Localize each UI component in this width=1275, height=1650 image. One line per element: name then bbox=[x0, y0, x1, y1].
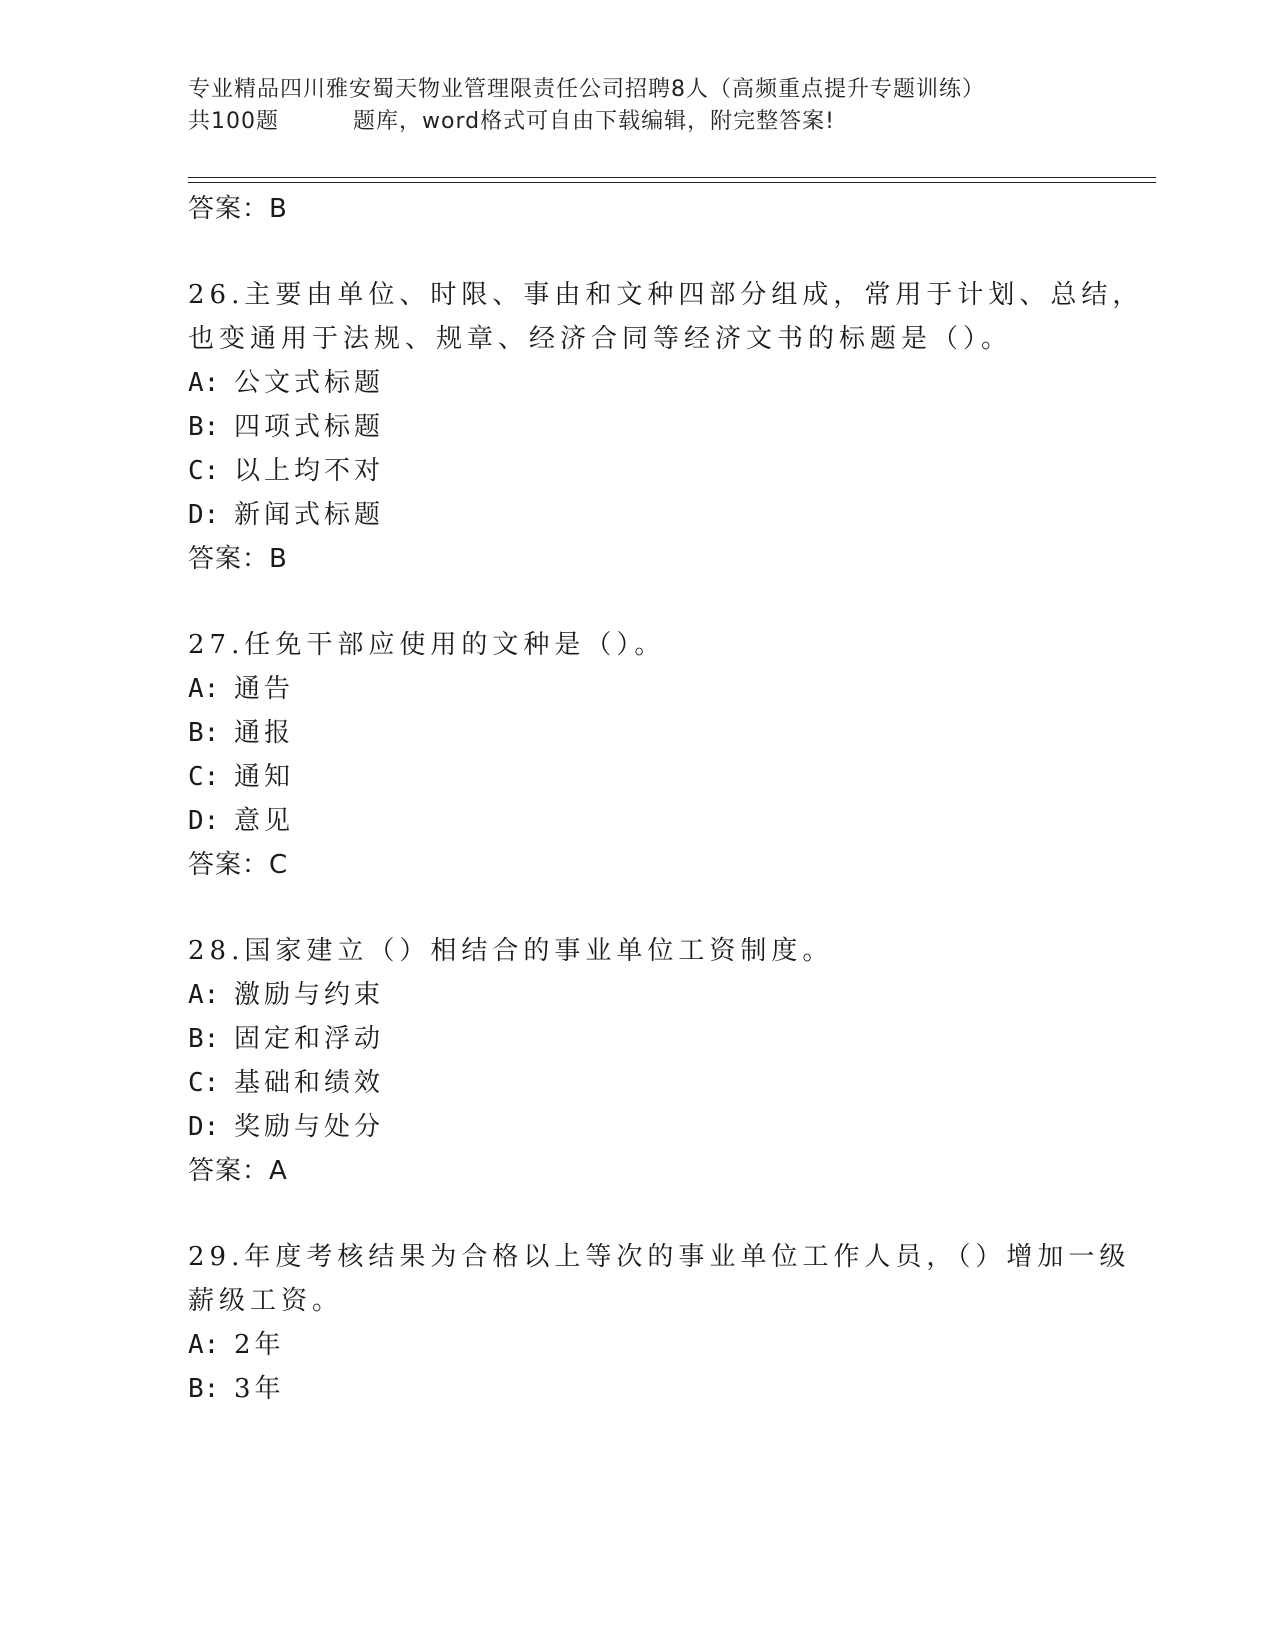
page-header bbox=[188, 74, 1148, 138]
question-stem: 26.主要由单位、时限、事由和文种四部分组成，常用于计划、总结， bbox=[188, 280, 1144, 310]
option-letter: C: bbox=[188, 762, 220, 792]
option-a bbox=[188, 362, 384, 399]
option-c bbox=[188, 1062, 384, 1099]
option-letter: B: bbox=[188, 718, 220, 748]
header-divider-second bbox=[188, 182, 1156, 183]
option-d bbox=[188, 800, 294, 837]
option-letter: D: bbox=[188, 806, 220, 836]
question-stem: 27.任免干部应使用的文种是（）。 bbox=[188, 630, 666, 660]
question-stem: 28.国家建立（）相结合的事业单位工资制度。 bbox=[188, 936, 834, 966]
option-letter: D: bbox=[188, 500, 220, 530]
option-letter: C: bbox=[188, 1068, 220, 1098]
option-b bbox=[188, 1018, 384, 1055]
answer-label: 答案： bbox=[188, 544, 270, 574]
option-letter: C: bbox=[188, 456, 220, 486]
option-letter: A: bbox=[188, 368, 220, 398]
header-count: 共100题 bbox=[188, 109, 279, 134]
option-letter: A: bbox=[188, 1330, 220, 1360]
answer-value: C bbox=[269, 850, 289, 880]
option-text: 通知 bbox=[234, 762, 295, 792]
option-text: 公文式标题 bbox=[234, 368, 385, 398]
question-number: 28. bbox=[188, 936, 245, 966]
option-text: 固定和浮动 bbox=[234, 1024, 385, 1054]
option-letter: B: bbox=[188, 1374, 220, 1404]
option-text: 通告 bbox=[234, 674, 295, 704]
question-number: 29. bbox=[188, 1242, 245, 1272]
option-text: 激励与约束 bbox=[234, 980, 385, 1010]
option-b bbox=[188, 1368, 285, 1405]
question-number: 27. bbox=[188, 630, 245, 660]
answer-value: B bbox=[269, 544, 288, 574]
option-text: 四项式标题 bbox=[234, 412, 385, 442]
header-title: 专业精品四川雅安蜀天物业管理限责任公司招聘8人（高频重点提升专题训练） bbox=[188, 77, 985, 102]
option-a bbox=[188, 1324, 285, 1361]
option-b bbox=[188, 712, 294, 749]
question-stem: 29.年度考核结果为合格以上等次的事业单位工作人员，（）增加一级 bbox=[188, 1242, 1131, 1272]
answer-label: 答案： bbox=[188, 1156, 270, 1186]
option-letter: B: bbox=[188, 1024, 220, 1054]
answer-value: A bbox=[269, 1156, 288, 1186]
option-a bbox=[188, 668, 294, 705]
option-text: 新闻式标题 bbox=[234, 500, 385, 530]
option-text: 奖励与处分 bbox=[234, 1112, 385, 1142]
option-letter: B: bbox=[188, 412, 220, 442]
option-letter: D: bbox=[188, 1112, 220, 1142]
answer-label: 答案： bbox=[188, 194, 270, 224]
option-text: 意见 bbox=[234, 806, 295, 836]
option-text: 3年 bbox=[234, 1374, 285, 1404]
option-a bbox=[188, 974, 384, 1011]
answer-value: B bbox=[269, 194, 288, 224]
answer-label: 答案： bbox=[188, 850, 270, 880]
option-text: 基础和绩效 bbox=[234, 1068, 385, 1098]
option-c bbox=[188, 450, 384, 487]
header-divider bbox=[188, 177, 1156, 178]
option-text: 以上均不对 bbox=[234, 456, 385, 486]
question-number: 26. bbox=[188, 280, 245, 310]
question-stem-continued: 薪级工资。 bbox=[188, 1286, 344, 1316]
option-b bbox=[188, 406, 384, 443]
question-stem-continued: 也变通用于法规、规章、经济合同等经济文书的标题是（）。 bbox=[188, 324, 1013, 354]
option-letter: A: bbox=[188, 980, 220, 1010]
header-subtitle bbox=[188, 106, 1148, 138]
header-note: 题库，word格式可自由下载编辑，附完整答案! bbox=[353, 109, 835, 134]
option-d bbox=[188, 1106, 384, 1143]
option-text: 通报 bbox=[234, 718, 295, 748]
answer-line bbox=[188, 538, 288, 575]
option-d bbox=[188, 494, 384, 531]
option-text: 2年 bbox=[234, 1330, 285, 1360]
option-c bbox=[188, 756, 294, 793]
answer-line bbox=[188, 1150, 288, 1187]
answer-line bbox=[188, 844, 288, 881]
answer-line bbox=[188, 188, 288, 225]
option-letter: A: bbox=[188, 674, 220, 704]
